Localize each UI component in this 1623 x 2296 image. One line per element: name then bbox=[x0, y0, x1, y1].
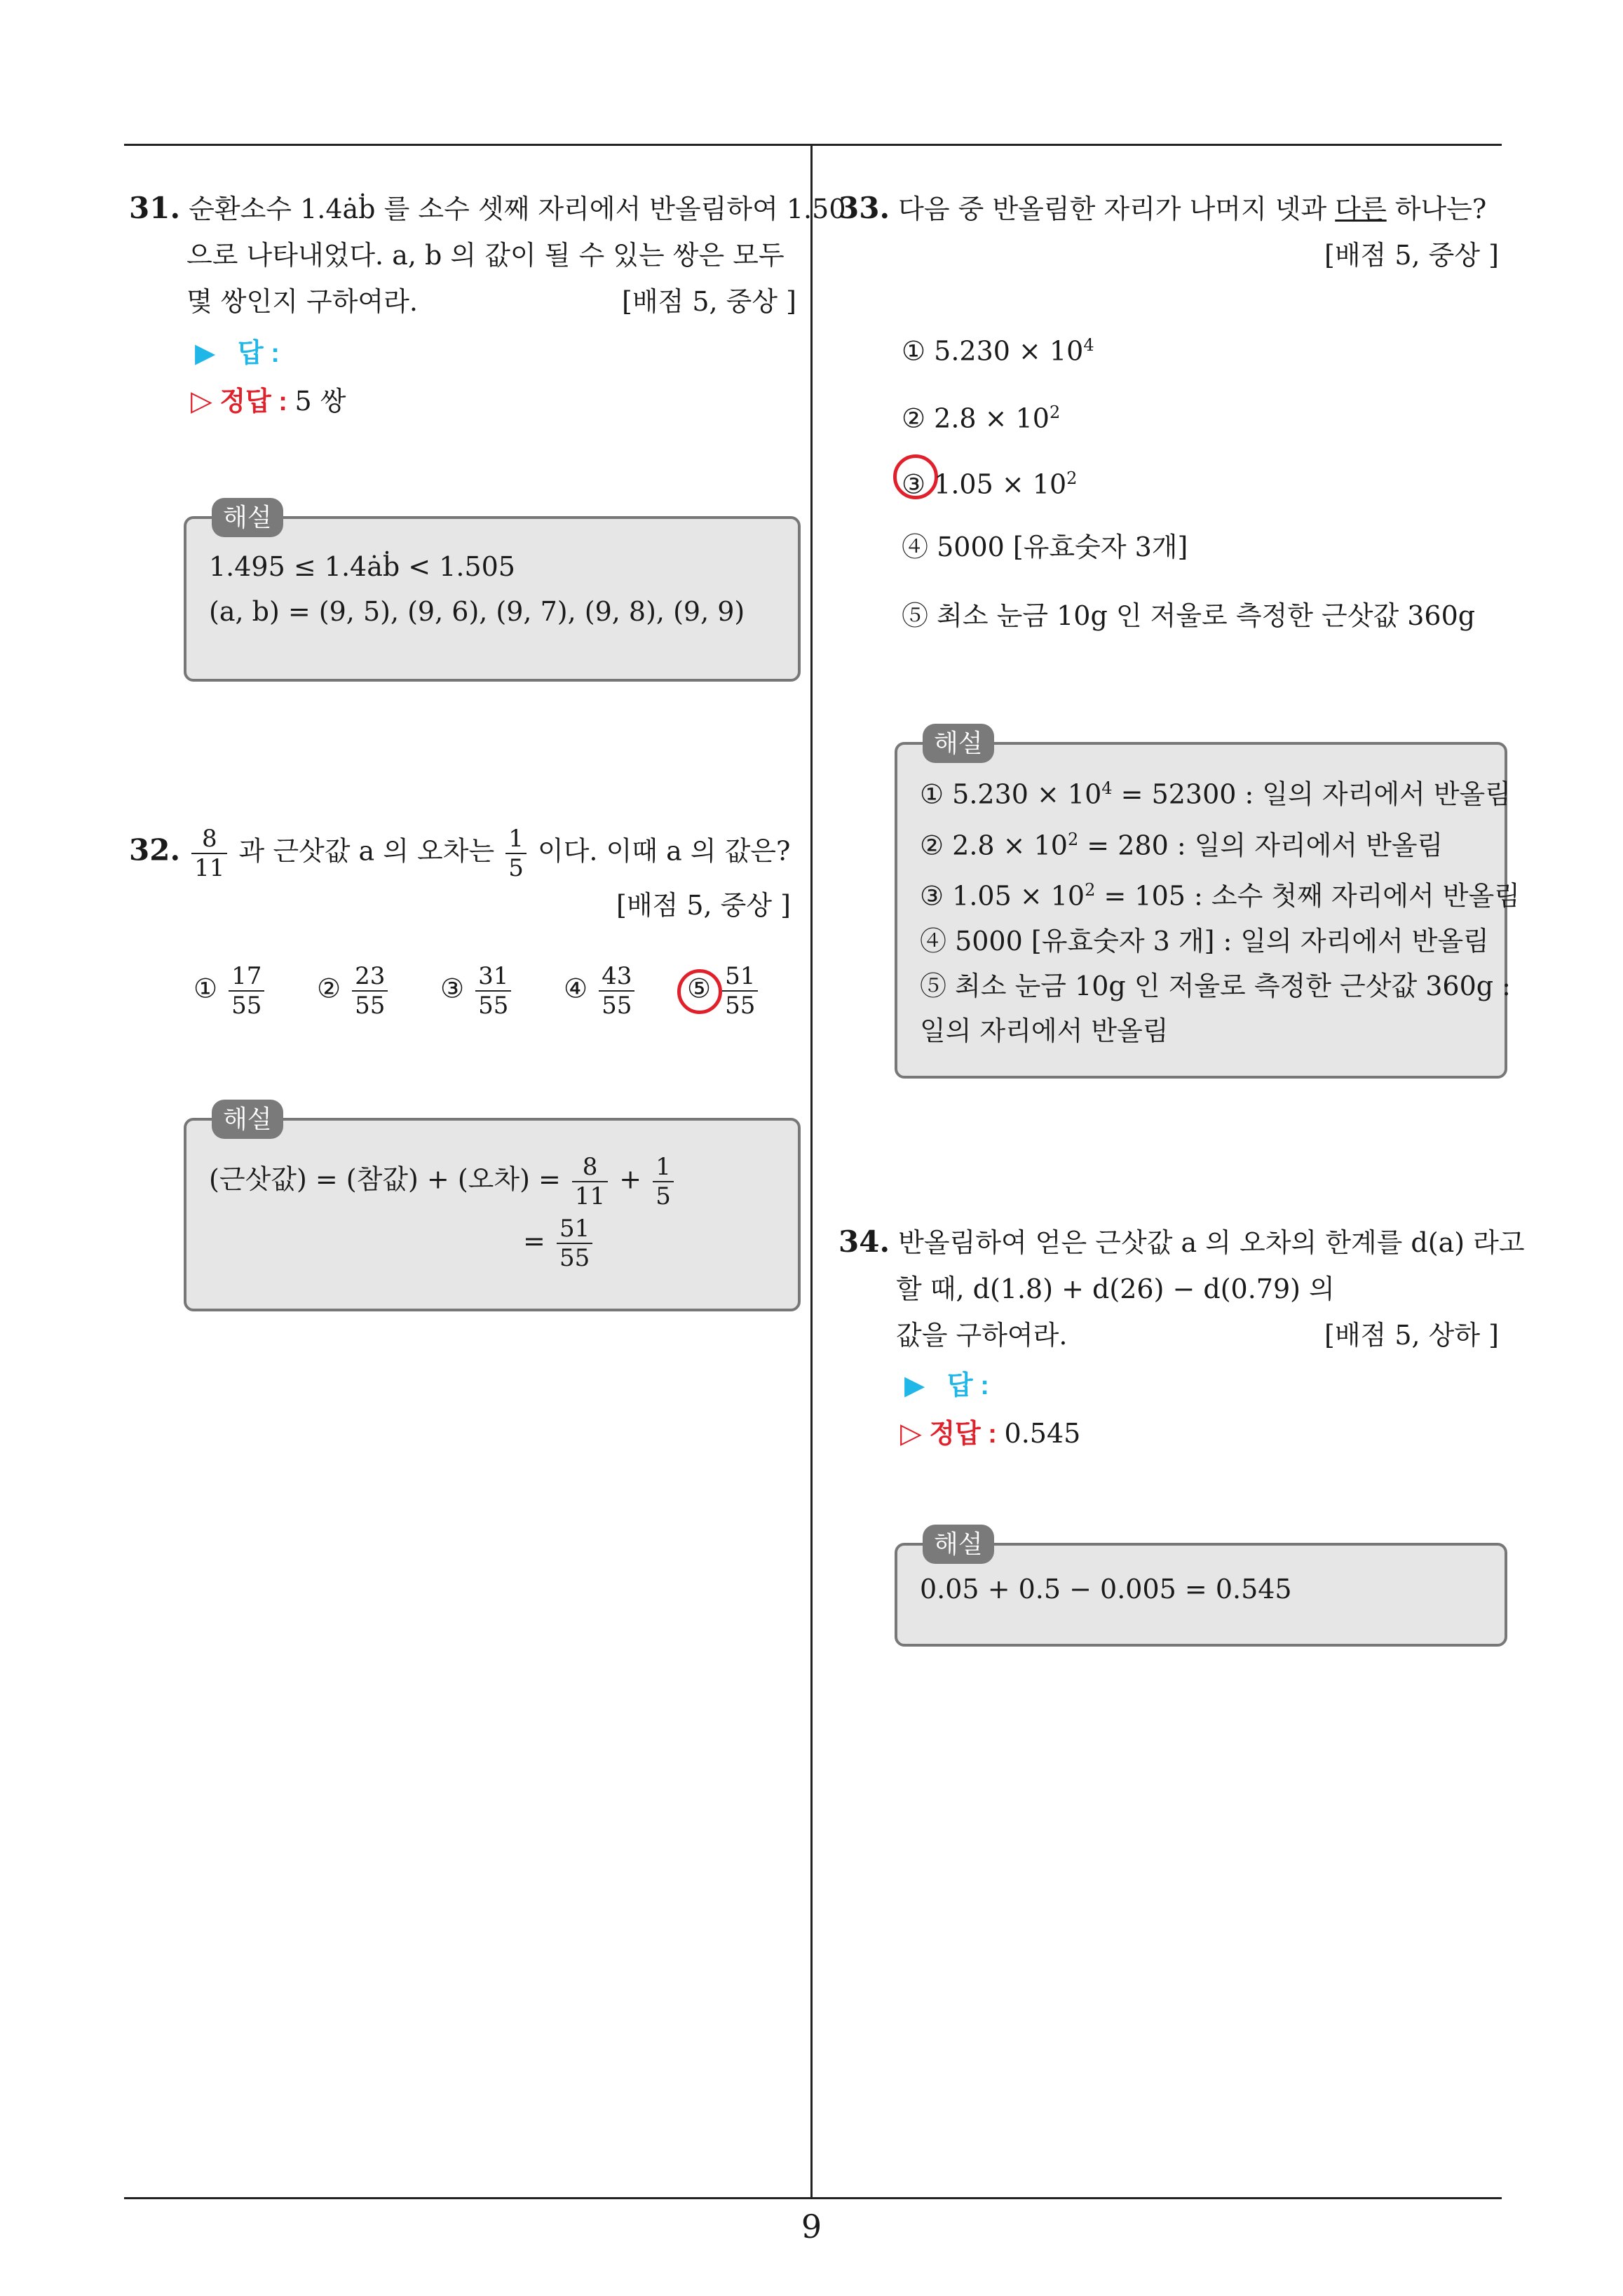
question-text-line3: 값을 구하여라. bbox=[896, 1320, 1068, 1351]
option-mark: ③ bbox=[440, 973, 465, 1004]
answer-label: 답 : bbox=[946, 1371, 989, 1400]
solution-line: 1.495 ≤ 1.4ȧḃ < 1.505 bbox=[209, 551, 515, 582]
option-2[interactable]: ② $2.8 \times 10^2$ bbox=[902, 403, 1061, 434]
question-31 bbox=[129, 185, 846, 325]
solution-line: ⑤ 최소 눈금 10g 인 저울로 측정한 근삿값 360g : bbox=[920, 970, 1511, 1001]
fraction: $\frac{1}{5}$ bbox=[653, 1153, 674, 1210]
bottom-rule bbox=[124, 2197, 1502, 2199]
option-3[interactable]: ③ $1.05 \times 10^2$ bbox=[902, 468, 1078, 500]
question-number: 34. bbox=[838, 1224, 890, 1259]
solution-tag: 해설 bbox=[923, 724, 994, 763]
page-number: 9 bbox=[801, 2208, 822, 2246]
option-1[interactable]: ① $5.230 \times 10^4$ bbox=[902, 335, 1094, 367]
correct-answer-row bbox=[191, 380, 346, 423]
option-2[interactable] bbox=[317, 962, 391, 1020]
correct-answer-row bbox=[900, 1412, 1080, 1455]
question-text: 이다. 이때 a 의 값은? bbox=[538, 835, 791, 867]
solution-line: ② $2.8 \times 10^2 = 280$ : 일의 자리에서 반올림 bbox=[920, 829, 1444, 861]
option-5[interactable] bbox=[687, 962, 761, 1020]
question-text: 과 근삿값 a 의 오차는 bbox=[238, 835, 495, 867]
answer-row bbox=[195, 332, 280, 374]
underlined-word: 다른 bbox=[1335, 194, 1387, 224]
option-mark: ④ bbox=[564, 973, 588, 1004]
fraction: $\frac{1}{5}$ bbox=[505, 825, 527, 882]
solution-text: (근삿값) = (참값) + (오차) = bbox=[209, 1163, 561, 1195]
solution-tag: 해설 bbox=[923, 1525, 994, 1564]
question-text: 다음 중 반올림한 자리가 나머지 넷과 bbox=[898, 194, 1336, 224]
option-mark: ① bbox=[193, 973, 218, 1004]
correct-label: 정답 : bbox=[219, 387, 287, 417]
solution-line: ① $5.230 \times 10^4 = 52300$ : 일의 자리에서 반올림 bbox=[920, 778, 1511, 810]
play-icon: ▶ bbox=[195, 339, 216, 368]
fraction: $\frac{8}{11}$ bbox=[191, 825, 227, 882]
question-text: 하나는? bbox=[1386, 194, 1487, 224]
equals-sign: = bbox=[523, 1225, 545, 1257]
solution-line: ③ $1.05 \times 10^2 = 105$ : 소수 첫째 자리에서 반올림 bbox=[920, 880, 1520, 912]
option-mark: ② bbox=[317, 973, 341, 1004]
score-label: [배점 5, 상하 ] bbox=[1324, 1320, 1499, 1351]
fraction: $\frac{51}{55}$ bbox=[557, 1215, 592, 1272]
solution-box bbox=[184, 503, 801, 682]
answer-label: 답 : bbox=[237, 339, 280, 368]
top-rule bbox=[124, 144, 1502, 146]
solution-box bbox=[184, 1105, 801, 1311]
option-5[interactable]: ⑤ 최소 눈금 10g 인 저울로 측정한 근삿값 360g bbox=[902, 600, 1476, 631]
option-1[interactable] bbox=[193, 962, 267, 1020]
correct-value: 5 쌍 bbox=[294, 386, 346, 417]
option-4[interactable]: ④ 5000 [유효숫자 3개] bbox=[902, 532, 1188, 562]
solution-box bbox=[895, 1529, 1507, 1647]
option-mark: ⑤ bbox=[687, 973, 712, 1004]
option-fraction: $\frac{51}{55}$ bbox=[722, 962, 758, 1020]
option-fraction: $\frac{23}{55}$ bbox=[352, 962, 388, 1020]
solution-tag: 해설 bbox=[212, 1100, 283, 1139]
fraction: $\frac{8}{11}$ bbox=[572, 1153, 608, 1210]
outline-triangle-icon: ▷ bbox=[900, 1418, 922, 1449]
question-33 bbox=[838, 185, 1512, 278]
question-text-line1: 순환소수 1.4ȧḃ 를 소수 셋째 자리에서 반올림하여 1.50 bbox=[189, 194, 846, 224]
column-divider bbox=[810, 144, 813, 2199]
question-number: 31. bbox=[129, 191, 181, 225]
score-label: [배점 5, 중상 ] bbox=[616, 890, 791, 921]
play-icon: ▶ bbox=[904, 1371, 925, 1400]
correct-label: 정답 : bbox=[929, 1419, 997, 1449]
question-text-line2: 으로 나타내었다. a, b 의 값이 될 수 있는 쌍은 모두 bbox=[186, 240, 785, 271]
question-number: 32. bbox=[129, 832, 181, 867]
question-text-line2: 할 때, d(1.8) + d(26) − d(0.79) 의 bbox=[896, 1274, 1335, 1304]
score-label: [배점 5, 중상 ] bbox=[1324, 240, 1499, 271]
option-fraction: $\frac{17}{55}$ bbox=[229, 962, 264, 1020]
question-number: 33. bbox=[838, 191, 890, 225]
score-label: [배점 5, 중상 ] bbox=[622, 286, 796, 317]
outline-triangle-icon: ▷ bbox=[191, 386, 212, 417]
solution-line: (a, b) = (9, 5), (9, 6), (9, 7), (9, 8), (9, 9) bbox=[209, 596, 745, 627]
answer-row bbox=[904, 1365, 989, 1407]
solution-tag: 해설 bbox=[212, 498, 283, 537]
solution-box bbox=[895, 729, 1520, 1079]
question-text-line3: 몇 쌍인지 구하여라. bbox=[186, 286, 418, 317]
solution-line: 일의 자리에서 반올림 bbox=[920, 1015, 1169, 1046]
correct-value: 0.545 bbox=[1004, 1418, 1081, 1449]
solution-line: 0.05 + 0.5 − 0.005 = 0.545 bbox=[920, 1574, 1292, 1605]
plus-sign: + bbox=[619, 1163, 642, 1195]
option-4[interactable] bbox=[564, 962, 637, 1020]
option-fraction: $\frac{43}{55}$ bbox=[599, 962, 634, 1020]
solution-line: ④ 5000 [유효숫자 3 개] : 일의 자리에서 반올림 bbox=[920, 925, 1489, 957]
option-3[interactable] bbox=[440, 962, 514, 1020]
question-34 bbox=[838, 1219, 1525, 1358]
option-fraction: $\frac{31}{55}$ bbox=[475, 962, 511, 1020]
question-32 bbox=[129, 825, 802, 928]
question-text-line1: 반올림하여 얻은 근삿값 a 의 오차의 한계를 d(a) 라고 bbox=[898, 1227, 1525, 1258]
